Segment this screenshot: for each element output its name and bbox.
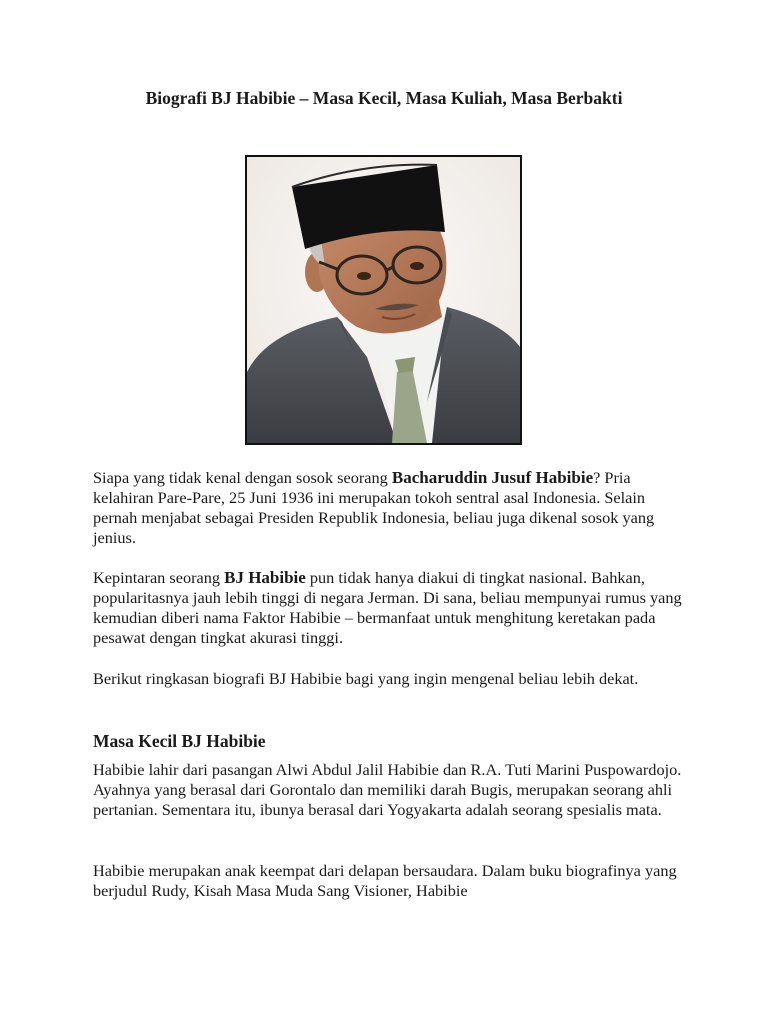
document-title: Biografi BJ Habibie – Masa Kecil, Masa Kuliah, Masa Berbakti (145, 88, 623, 108)
intelligence-text-after: pun tidak hanya diakui di tingkat nasional. Bahkan, popularitasnya jauh lebih tinggi di negara Jerman. Di sana, beliau mempunyai rumus yang kemudian diberi nama Faktor Habibie – bermanfaat untuk menghitung keretakan pada pesawat dengan tingkat akurasi tinggi. (93, 568, 682, 647)
section-heading-childhood: Masa Kecil BJ Habibie (93, 731, 266, 751)
childhood-paragraph-2: Habibie merupakan anak keempat dari delapan bersaudara. Dalam buku biografinya yang berjudul Rudy, Kisah Masa Muda Sang Visioner, Habibie (93, 861, 677, 900)
intro-name-bold: Bacharuddin Jusuf Habibie (391, 468, 594, 487)
intro-text-after: ? Pria kelahiran Pare-Pare, 25 Juni 1936 ini merupakan tokoh sentral asal Indonesia. Selain pernah menjabat sebagai Presiden Republik Indonesia, beliau juga dikenal sosok yang jenius. (93, 468, 655, 547)
summary-paragraph: Berikut ringkasan biografi BJ Habibie bagi yang ingin mengenal beliau lebih dekat. (93, 669, 639, 688)
intelligence-name-bold: BJ Habibie (224, 568, 306, 587)
intro-text-before: Siapa yang tidak kenal dengan sosok seorang (93, 468, 392, 487)
childhood-paragraph-1: Habibie lahir dari pasangan Alwi Abdul Jalil Habibie dan R.A. Tuti Marini Puspowardojo. Ayahnya yang berasal dari Gorontalo dan memiliki darah Bugis, merupakan seorang ahli pertanian. Sementara itu, ibunya berasal dari Yogyakarta adalah seorang spesialis mata. (93, 760, 682, 819)
intro-paragraph (93, 468, 683, 548)
intelligence-paragraph (93, 568, 683, 648)
portrait-photo (245, 155, 522, 445)
portrait-illustration (247, 157, 520, 443)
intelligence-text-before: Kepintaran seorang (93, 568, 225, 587)
